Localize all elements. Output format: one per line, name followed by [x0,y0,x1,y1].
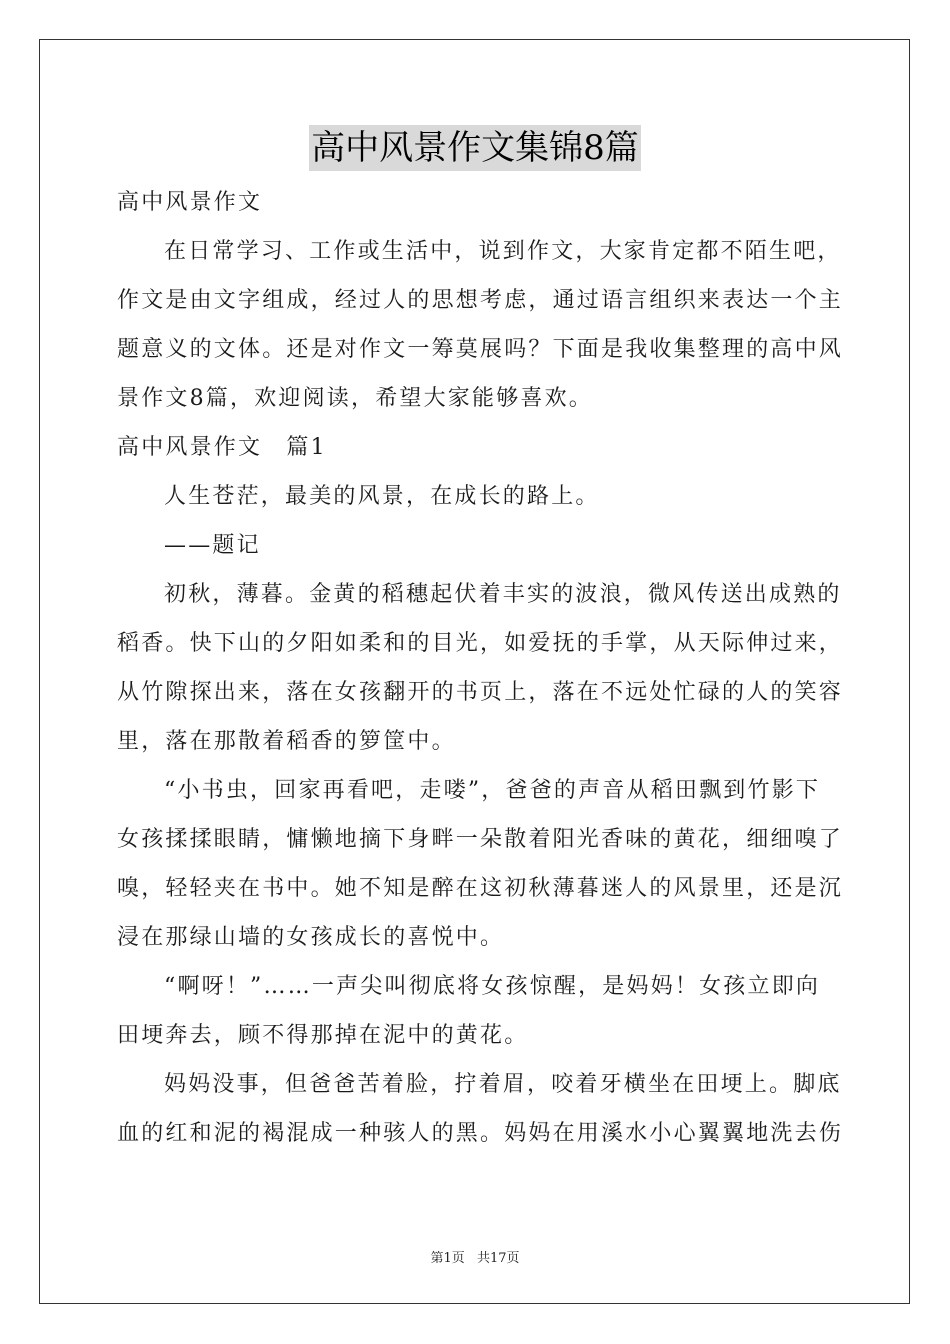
text-line: 田埂奔去，顾不得那掉在泥中的黄花。 [117,1023,529,1048]
text-line: 初秋，薄暮。金黄的稻穗起伏着丰实的波浪，微风传送出成熟的 [164,582,842,607]
text-line: 从竹隙探出来，落在女孩翻开的书页上，落在不远处忙碌的人的笑容 [117,680,844,705]
text-line: 稻香。快下山的夕阳如柔和的目光，如爱抚的手掌，从天际伸过来， [117,631,844,656]
text-line: 高中风景作文 篇1 [117,435,327,460]
page-footer [0,1247,950,1266]
text-line: “啊呀！”……一声尖叫彻底将女孩惊醒，是妈妈！女孩立即向 [164,974,821,999]
document-title: 高中风景作文集锦8篇 [309,125,641,171]
title-container [0,125,950,171]
text-line: 在日常学习、工作或生活中，说到作文，大家肯定都不陌生吧， [164,239,842,264]
text-line: 题意义的文体。还是对作文一筹莫展吗？下面是我收集整理的高中风 [117,337,844,362]
text-line: 女孩揉揉眼睛，慵懒地摘下身畔一朵散着阳光香味的黄花，细细嗅了 [117,827,844,852]
text-line: 人生苍茫，最美的风景，在成长的路上。 [164,484,600,509]
text-line: 景作文8篇，欢迎阅读，希望大家能够喜欢。 [117,386,593,411]
text-line: 嗅，轻轻夹在书中。她不知是醉在这初秋薄暮迷人的风景里，还是沉 [117,876,844,901]
document-body [117,178,844,1158]
text-line: 血的红和泥的褐混成一种骇人的黑。妈妈在用溪水小心翼翼地洗去伤 [117,1121,844,1146]
text-line: 妈妈没事，但爸爸苦着脸，拧着眉，咬着牙横坐在田埂上。脚底 [164,1072,842,1097]
text-line: 作文是由文字组成，经过人的思想考虑，通过语言组织来表达一个主 [117,288,844,313]
text-line: 里，落在那散着稻香的箩筐中。 [117,729,456,754]
page-number: 第1页 [430,1251,465,1266]
page-total: 共17页 [476,1251,520,1266]
text-line: ——题记 [164,533,261,558]
text-line: 高中风景作文 [117,190,263,215]
text-line: “小书虫，回家再看吧，走喽”，爸爸的声音从稻田飘到竹影下 [164,778,821,803]
text-line: 浸在那绿山墙的女孩成长的喜悦中。 [117,925,505,950]
